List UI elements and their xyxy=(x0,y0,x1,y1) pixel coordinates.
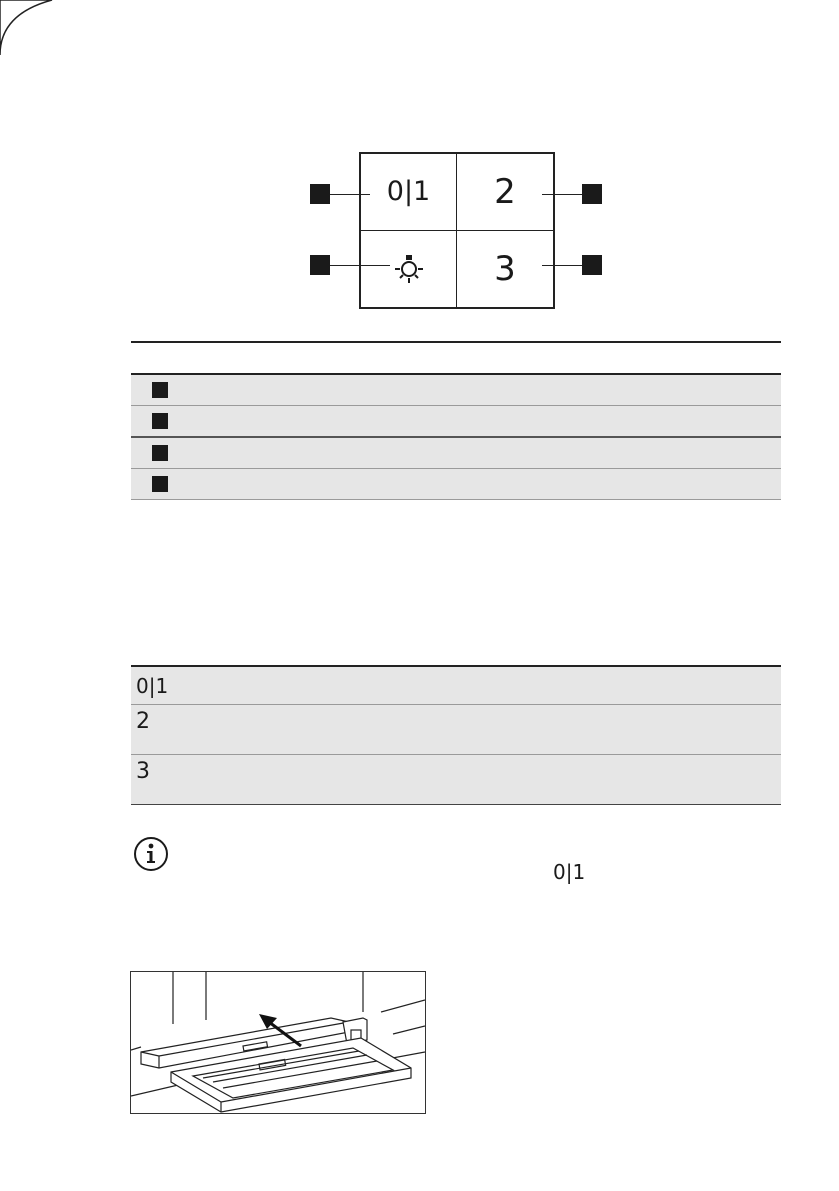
control-panel-diagram xyxy=(359,152,555,309)
range-hood-drawing xyxy=(131,972,425,1113)
light-button xyxy=(361,231,457,308)
callout-marker-2 xyxy=(310,255,330,275)
page-edge-decoration xyxy=(0,0,70,70)
speed-3-symbol: 3 xyxy=(136,759,150,784)
callout-marker-4 xyxy=(582,255,602,275)
table-row xyxy=(131,438,781,469)
inline-power-symbol: 0|1 xyxy=(553,860,586,884)
light-icon xyxy=(392,252,426,286)
range-hood-illustration xyxy=(130,971,426,1114)
table-row xyxy=(131,375,781,406)
controls-legend-table xyxy=(131,341,781,500)
callout-marker-3 xyxy=(152,445,168,461)
fan-speed-table xyxy=(131,665,781,805)
table-row xyxy=(131,705,781,755)
callout-marker-2 xyxy=(152,413,168,429)
table-row xyxy=(131,406,781,438)
callout-marker-1 xyxy=(152,382,168,398)
table-header-row xyxy=(131,341,781,375)
callout-marker-4 xyxy=(152,476,168,492)
power-symbol: 0|1 xyxy=(136,674,169,698)
speed-2-symbol: 2 xyxy=(136,709,150,734)
speed-2-button-label: 2 xyxy=(457,154,553,231)
info-icon xyxy=(133,836,169,872)
callout-marker-1 xyxy=(310,184,330,204)
callout-marker-3 xyxy=(582,184,602,204)
table-row xyxy=(131,755,781,805)
table-row xyxy=(131,667,781,705)
table-row xyxy=(131,469,781,500)
speed-3-button-label: 3 xyxy=(494,248,516,289)
power-button-label: 0|1 xyxy=(361,154,457,231)
